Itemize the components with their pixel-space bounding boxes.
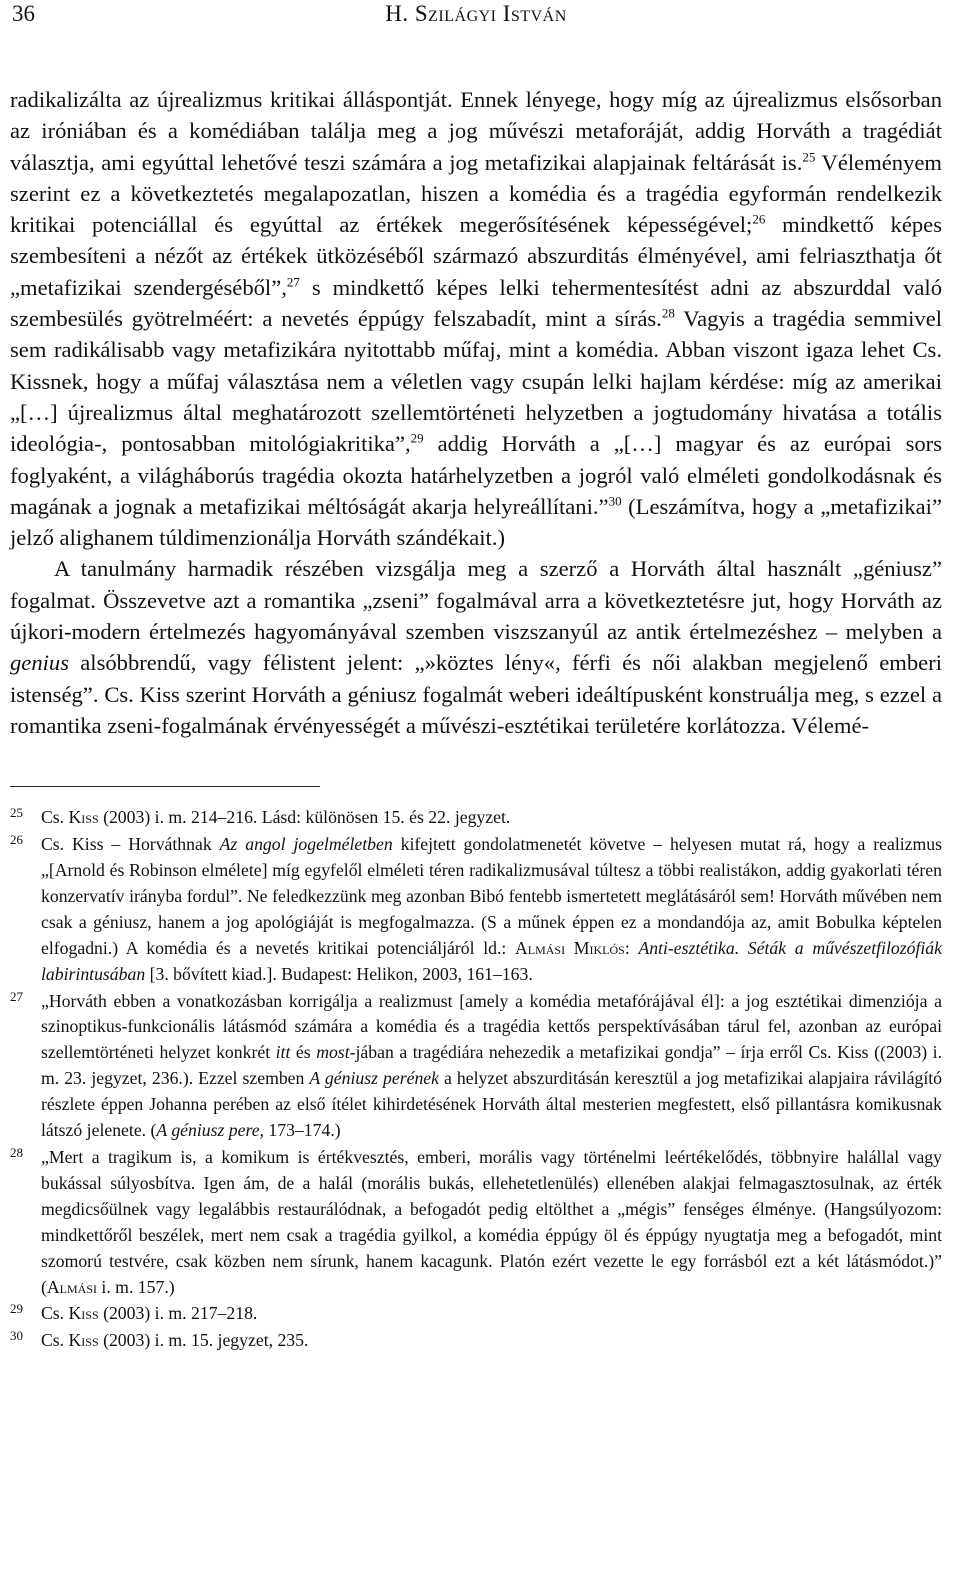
footnote-29: 29 Cs. Kiss (2003) i. m. 217–218. (10, 1301, 942, 1327)
paragraph-2: A tanulmány harmadik részében vizsgálja meg a szerző a Horváth által használt „géniusz” fogalmat. Összevetve azt a romantika „zseni” fogalmával arra a következtetésre jut, hogy Horváth az újkori-modern értelmezés hagyományával szemben viszszanyúl az antik értelmezéshez – melyben a genius alsóbbrendű, vagy félistent jelent: „»köztes lény«, férfi és női alakban megjelenő emberi istenség”. Cs. Kiss szerint Horváth a géniusz fogalmát weberi ideáltípusként konstruálja meg, s ezzel a romantika zseni-fogalmának érvényességét a művészi-esztétikai területére korlátozza. Vélemé- (10, 556, 942, 738)
main-text (10, 84, 942, 741)
footnote-number: 29 (10, 1301, 23, 1317)
footnote-divider (10, 786, 320, 787)
running-head: H. Szilágyi István (385, 1, 567, 26)
page-header (10, 0, 942, 40)
paragraph-1: radikalizálta az újrealizmus kritikai álláspontját. Ennek lényege, hogy míg az újrealizmus elsősorban az iróniában és a komédiában találja meg a jog művészi metaforáját, addig Horváth a tragédiát választja, ami egyúttal lehetővé teszi számára a jog metafizikai alapjainak feltárását is.$^{25}$ Véleményem szerint ez a következtetés megalapozatlan, hiszen a komédia és a tragédia egyformán rendelkezik kritikai potenciállal és egyúttal az értékek megerősítésének képességével;$^{26}$ mindkettő képes szembesíteni a nézőt az értékek ütközéséből származó abszurditás élményével, ami felriaszthatja őt „metafizikai szendergéséből”,$^{27}$ s mindkettő képes lelki tehermentesítést adni az abszurddal való szembesülés gyötrelméért: a nevetés éppúgy felszabadít, mint a sírás.$^{28}$ Vagyis a tragédia semmivel sem radikálisabb vagy metafizikára nyitottabb műfaj, mint a komédia. Abban viszont igaza lehet Cs. Kissnek, hogy a műfaj választása nem a véletlen vagy csupán lelki hajlam kérdése: míg az amerikai „[…] újrealizmus által meghatározott szellemtörténeti helyzetben a jogtudomány hivatása a totális ideológia-, pontosabban mitológiakritika”,$^{29}$ addig Horváth a „[…] magyar és az európai sors foglyaként, a világháborús tragédia okozta határhelyzetben a jogról való elméleti gondolkodásnak és magának a jognak a metafizikai méltóságát akarja helyreállítani.”$^{30}$ (Leszámítva, hogy a „metafizikai” jelző alighanem túldimenzionálja Horváth szándékait.) (10, 87, 943, 551)
footnote-number: 25 (10, 805, 23, 821)
footnote-ref-27[interactable]: 27 (286, 274, 300, 290)
footnote-number: 27 (10, 988, 23, 1004)
footnote-ref-30[interactable]: 30 (608, 493, 622, 509)
page-number: 36 (12, 1, 35, 26)
footnote-28: 28 „Mert a tragikum is, a komikum is értékvesztés, emberi, morális vagy történelmi leértékelődés, többnyire halállal vagy bukással súlyosbítva. Igen ám, de a halál (morális bukás, ellehetetlenülés) ellenében alakjai felmagasztosulnak, az érték megdicsőülnek vagy legalábbis restaurálódnak, a befogadót pedig eltölthet a „mégis” fenséges élménye. (Hangsúlyozom: mindkettőről beszélek, mert nem csak a tragédia gyilkol, a komédia éppúgy öl és éppúgy nyugtatja meg a befogadót, mint szomorú testvére, csak közben nem sírunk, hanem kacagunk. Platón ezért vezette le egy forrásból ezt a két látásmódot.)” (Almási i. m. 157.) (10, 1145, 942, 1300)
footnotes (10, 805, 942, 1354)
footnote-number: 30 (10, 1328, 23, 1344)
footnote-number: 26 (10, 832, 23, 848)
footnote-25: 25 Cs. Kiss (2003) i. m. 214–216. Lásd: különösen 15. és 22. jegyzet. (10, 805, 942, 831)
footnote-ref-26[interactable]: 26 (752, 211, 766, 227)
footnote-26: 26 Cs. Kiss – Horváthnak Az angol jogelméletben kifejtett gondolatmenetét követve – helyesen mutat rá, hogy a realizmus „[Arnold és Robinson elmélete] míg egyfelől elméleti téren radikalizmusával túltesz a többi realistákon, addig gyakorlati téren konzervatív irányba fordul”. Ne feledkezzünk meg azonban Bibó fentebb ismertetett meglátásáról sem! Horváth művében nem csak a géniusz, hanem a jog apológiáját is megfogalmazza. (S a műnek éppen ez a mondandója az, amit Bobulka képtelen elfogadni.) A komédia és a nevetés kritikai potenciáljáról ld.: Almási Miklós: Anti-esztétika. Séták a művészetfilozófiák labirintusában [3. bővített kiad.]. Budapest: Helikon, 2003, 161–163. (10, 832, 942, 987)
footnote-ref-28[interactable]: 28 (661, 305, 675, 321)
italic-term: genius (10, 650, 69, 676)
footnote-27: 27 „Horváth ebben a vonatkozásban korrigálja a realizmust [amely a komédia metafórájával él]: a jog esztétikai dimenziója a szinoptikus-funkcionális látásmód számára a komédia és a tragédia kettős perspektívásában tárul fel, azonban az európai szellemtörténeti helyzet konkrét itt és most-jában a tragédiára nehezedik a metafizikai gondja” – írja erről Cs. Kiss ((2003) i. m. 23. jegyzet, 236.). Ezzel szemben A géniusz perének a helyzet abszurditásán keresztül a jog metafizikai alapjaira rávilágító részlete éppen Johanna perében az első ítélet kihirdetésének Horváth által mesterien megfestett, első pillantásra komikusnak látszó jelenete. (A géniusz pere, 173–174.) (10, 989, 942, 1144)
footnote-ref-25[interactable]: 25 (802, 149, 816, 165)
footnote-number: 28 (10, 1145, 23, 1161)
footnote-30: 30 Cs. Kiss (2003) i. m. 15. jegyzet, 235. (10, 1328, 942, 1354)
footnote-ref-29[interactable]: 29 (410, 430, 424, 446)
